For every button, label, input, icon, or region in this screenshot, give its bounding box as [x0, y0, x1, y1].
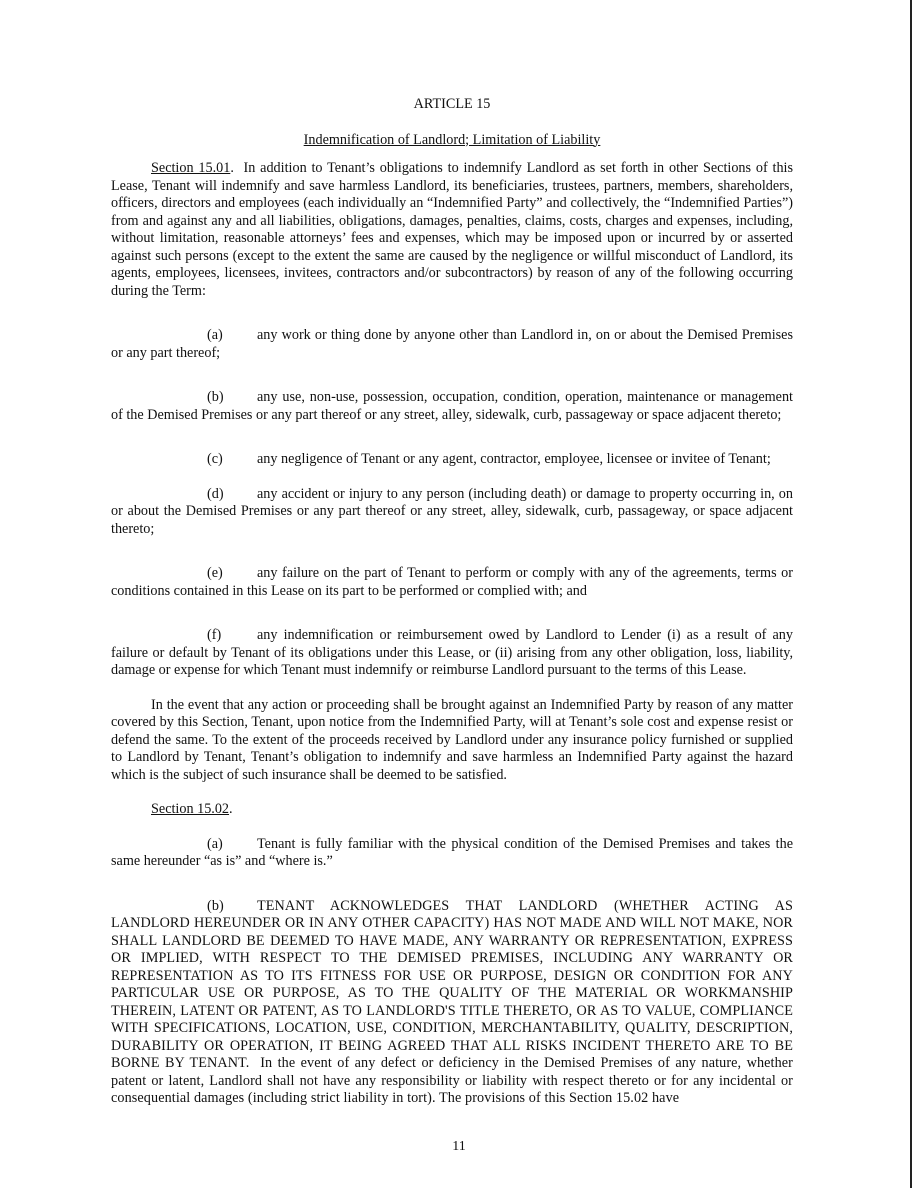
article-number: ARTICLE 15: [413, 96, 491, 112]
section-15-01-item-e: [111, 565, 793, 600]
item-rest-text: In the event of any defect or deficiency in the Demised Premises of any nature, whether patent or latent, Landlord shall not have any responsibility or liability with respect thereto or for any incidental or consequential damages (including strict liability in tort). The provisions of this Section 15.02 have: [111, 1055, 793, 1106]
section-15-01-intro-text: In addition to Tenant’s obligations to indemnify Landlord as set forth in other Sections of this Lease, Tenant will indemnify and save harmless Landlord, its beneficiaries, trustees, partners, members, shareholders, officers, directors and employees (each individually an “Indemnified Party” and collectively, the “Indemnified Parties”) from and against any and all liabilities, obligations, damages, penalties, claims, costs, charges and expenses, including, without limitation, reasonable attorneys’ fees and expenses, which may be imposed upon or incurred by or asserted against such persons (except to the extent the same are caused by the negligence or willful misconduct of Landlord, its agents, employees, licensees, invitees, contractors and/or subcontractors) by reason of any of the following occurring during the Term:: [111, 160, 793, 299]
item-text: any failure on the part of Tenant to perform or comply with any of the agreements, terms or conditions contained in this Lease on its part to be performed or complied with; and: [111, 565, 793, 599]
page-content: [111, 96, 793, 1108]
item-text: Tenant is fully familiar with the physical condition of the Demised Premises and takes the same hereunder “as is” and “where is.”: [111, 835, 793, 869]
item-label: (d): [207, 485, 224, 502]
scan-edge-line: [910, 0, 912, 1188]
page-number: 11: [452, 1139, 466, 1154]
item-label: (a): [207, 327, 223, 343]
section-15-02-item-a: [111, 836, 793, 871]
section-15-01-item-b: [111, 389, 793, 424]
item-text: any accident or injury to any person (including death) or damage to property occurring in, on or about the Demised Premises or any part thereof or any street, alley, sidewalk, curb, passageway, or space adjacent thereto;: [111, 485, 793, 537]
section-15-01-item-d: [111, 486, 793, 539]
section-15-02-heading-line: Section 15.02.: [151, 801, 233, 817]
item-text: any use, non-use, possession, occupation, condition, operation, maintenance or management of the Demised Premises or any part thereof or any street, alley, sidewalk, curb, passageway or space adjacent thereto;: [111, 389, 793, 423]
item-label: (f): [207, 627, 222, 643]
item-label: (b): [207, 389, 224, 405]
article-title: [111, 132, 793, 150]
article-title-text: Indemnification of Landlord; Limitation of Liability: [303, 131, 601, 148]
item-label: (e): [207, 565, 223, 581]
section-15-02-item-b: [111, 898, 793, 1108]
section-15-01-item-c: [111, 451, 793, 469]
item-label: (c): [207, 451, 223, 467]
section-15-01-intro: Section 15.01. In addition to Tenant’s obligations to indemnify Landlord as set forth in other Sections of this Lease, Tenant will indemnify and save harmless Landlord, its beneficiaries, trustees, partners, members, shareholders, officers, directors and employees (each individually an “Indemnified Party” and collectively, the “Indemnified Parties”) from and against any and all liabilities, obligations, damages, penalties, claims, costs, charges and expenses, including, without limitation, reasonable attorneys’ fees and expenses, which may be imposed upon or incurred by or asserted against such persons (except to the extent the same are caused by the negligence or willful misconduct of Landlord, its agents, employees, licensees, invitees, contractors and/or subcontractors) by reason of any of the following occurring during the Term:: [111, 160, 793, 299]
section-15-01-heading: Section 15.01: [151, 160, 231, 176]
item-text: any work or thing done by anyone other than Landlord in, on or about the Demised Premises or any part thereof;: [111, 327, 793, 361]
section-15-01-item-a: [111, 327, 793, 362]
section-15-01-closing: In the event that any action or proceeding shall be brought against an Indemnified Party by reason of any matter covered by this Section, Tenant, upon notice from the Indemnified Party, will at Tenant’s sole cost and expense resist or defend the same. To the extent of the proceeds received by Landlord under any insurance policy furnished or supplied to Landlord by Tenant, Tenant’s obligation to indemnify and save harmless an Indemnified Party against the hazard which is the subject of such insurance shall be deemed to be satisfied.: [111, 696, 793, 783]
item-text: any negligence of Tenant or any agent, contractor, employee, licensee or invitee of Tenant;: [257, 451, 771, 467]
section-15-02-heading: Section 15.02: [151, 801, 230, 817]
item-text: any indemnification or reimbursement owed by Landlord to Lender (i) as a result of any failure or default by Tenant of its obligations under this Lease, or (ii) arising from any other obligation, loss, liability, damage or expense for which Tenant must indemnify or reimburse Landlord pursuant to the terms of this Lease.: [111, 627, 793, 678]
item-label: (a): [207, 835, 223, 852]
item-caps-text: TENANT ACKNOWLEDGES THAT LANDLORD (WHETHER ACTING AS LANDLORD HEREUNDER OR IN ANY OTHER CAPACITY) HAS NOT MADE AND WILL NOT MAKE, NOR SHALL LANDLORD BE DEEMED TO HAVE MADE, ANY WARRANTY OR REPRESENTATION, EXPRESS OR IMPLIED, WITH RESPECT TO THE DEMISED PREMISES, INCLUDING ANY WARRANTY OR REPRESENTATION AS TO ITS FITNESS FOR USE OR PURPOSE, DESIGN OR CONDITION FOR ANY PARTICULAR USE OR PURPOSE, AS TO THE QUALITY OF THE MATERIAL OR WORKMANSHIP THEREIN, LATENT OR PATENT, AS TO LANDLORD'S TITLE THERETO, OR AS TO VALUE, COMPLIANCE WITH SPECIFICATIONS, LOCATION, USE, CONDITION, MERCHANTABILITY, QUALITY, DESCRIPTION, DURABILITY OR OPERATION, IT BEING AGREED THAT ALL RISKS INCIDENT THERETO ARE TO BE BORNE BY TENANT.: [111, 897, 793, 1071]
item-label: (b): [207, 897, 224, 914]
section-15-01-item-f: [111, 627, 793, 680]
